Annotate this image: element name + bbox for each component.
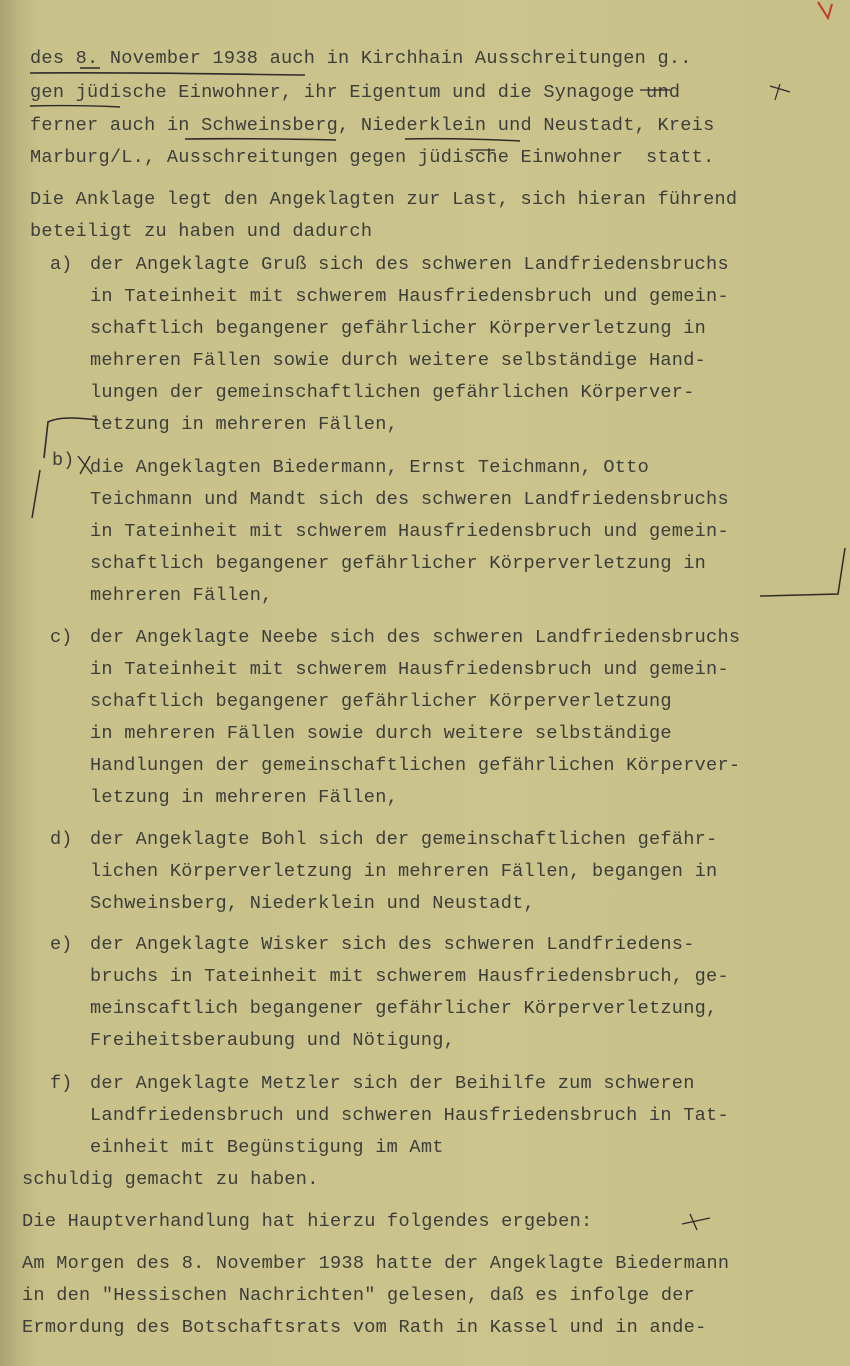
underline-mark [30,73,305,75]
underline-mark [185,139,336,140]
item-b-line: mehreren Fällen, [90,585,273,606]
item-c-line: Handlungen der gemeinschaftlichen gefährlichen Körperver- [90,755,741,776]
item-label-d: d) [50,829,73,850]
item-c-line: letzung in mehreren Fällen, [90,787,399,808]
item-d-line: lichen Körperverletzung in mehreren Fällen, begangen in [90,861,718,882]
red-pencil-mark [818,2,832,18]
item-label-b: b) [52,450,75,471]
item-b-line: Teichmann und Mandt sich des schweren Landfriedensbruchs [90,489,729,510]
item-b-line: schaftlich begangener gefährlicher Körperverletzung in [90,553,707,574]
underline-mark [30,106,120,107]
item-c-line: in mehreren Fällen sowie durch weitere selbständige [90,723,672,744]
item-e-line: meinscaftlich begangener gefährlicher Körperverletzung, [90,998,718,1019]
item-e-line: Freiheitsberaubung und Nötigung, [90,1030,456,1051]
cross-mark [770,84,790,100]
intro-line: ferner auch in Schweinsberg, Niederklein und Neustadt, Kreis [30,115,715,136]
item-a-line: mehreren Fällen sowie durch weitere selbständige Hand- [90,350,707,371]
item-d-line: der Angeklagte Bohl sich der gemeinschaftlichen gefähr- [90,829,718,850]
cross-mark [682,1214,710,1230]
item-label-e: e) [50,934,73,955]
item-label-a: a) [50,254,73,275]
verdict-intro: Die Hauptverhandlung hat hierzu folgendes ergeben: [22,1211,593,1232]
item-f-line: einheit mit Begünstigung im Amt [90,1137,444,1158]
item-b-line: die Angeklagten Biedermann, Ernst Teichmann, Otto [90,457,649,478]
final-line: Am Morgen des 8. November 1938 hatte der Angeklagte Biedermann [22,1253,730,1274]
intro-line: des 8. November 1938 auch in Kirchhain Ausschreitungen g.. [30,48,692,69]
bracket-mark [32,470,40,518]
item-a-line: der Angeklagte Gruß sich des schweren Landfriedensbruchs [90,254,729,275]
bracket-mark [760,548,845,596]
item-a-line: in Tateinheit mit schwerem Hausfriedensbruch und gemein- [90,286,729,307]
final-line: Ermordung des Botschaftsrats vom Rath in Kassel und in ande- [22,1317,707,1338]
item-c-line: schaftlich begangener gefährlicher Körperverletzung [90,691,672,712]
item-f-line: der Angeklagte Metzler sich der Beihilfe zum schweren [90,1073,695,1094]
item-a-line: lungen der gemeinschaftlichen gefährlichen Körperver- [90,382,695,403]
item-e-line: der Angeklagte Wisker sich des schweren Landfriedens- [90,934,695,955]
item-c-line: in Tateinheit mit schwerem Hausfriedensbruch und gemein- [90,659,729,680]
item-a-line: letzung in mehreren Fällen, [90,414,399,435]
underline-mark [405,139,520,141]
item-f-line: Landfriedensbruch und schweren Hausfriedensbruch in Tat- [90,1105,729,1126]
intro-line: gen jüdische Einwohner, ihr Eigentum und die Synagoge und [30,82,681,103]
item-e-line: bruchs in Tateinheit mit schwerem Hausfriedensbruch, ge- [90,966,729,987]
intro-line: Marburg/L., Ausschreitungen gegen jüdische Einwohner statt. [30,147,715,168]
closing-line: schuldig gemacht zu haben. [22,1169,319,1190]
charge-intro-line: beteiligt zu haben und dadurch [30,221,373,242]
final-line: in den "Hessischen Nachrichten" gelesen, daß es infolge der [22,1285,696,1306]
item-label-c: c) [50,627,73,648]
item-b-line: in Tateinheit mit schwerem Hausfriedensbruch und gemein- [90,521,729,542]
item-label-f: f) [50,1073,73,1094]
item-d-line: Schweinsberg, Niederklein und Neustadt, [90,893,535,914]
charge-intro-line: Die Anklage legt den Angeklagten zur Last, sich hieran führend [30,189,738,210]
item-a-line: schaftlich begangener gefährlicher Körperverletzung in [90,318,707,339]
item-c-line: der Angeklagte Neebe sich des schweren Landfriedensbruchs [90,627,741,648]
